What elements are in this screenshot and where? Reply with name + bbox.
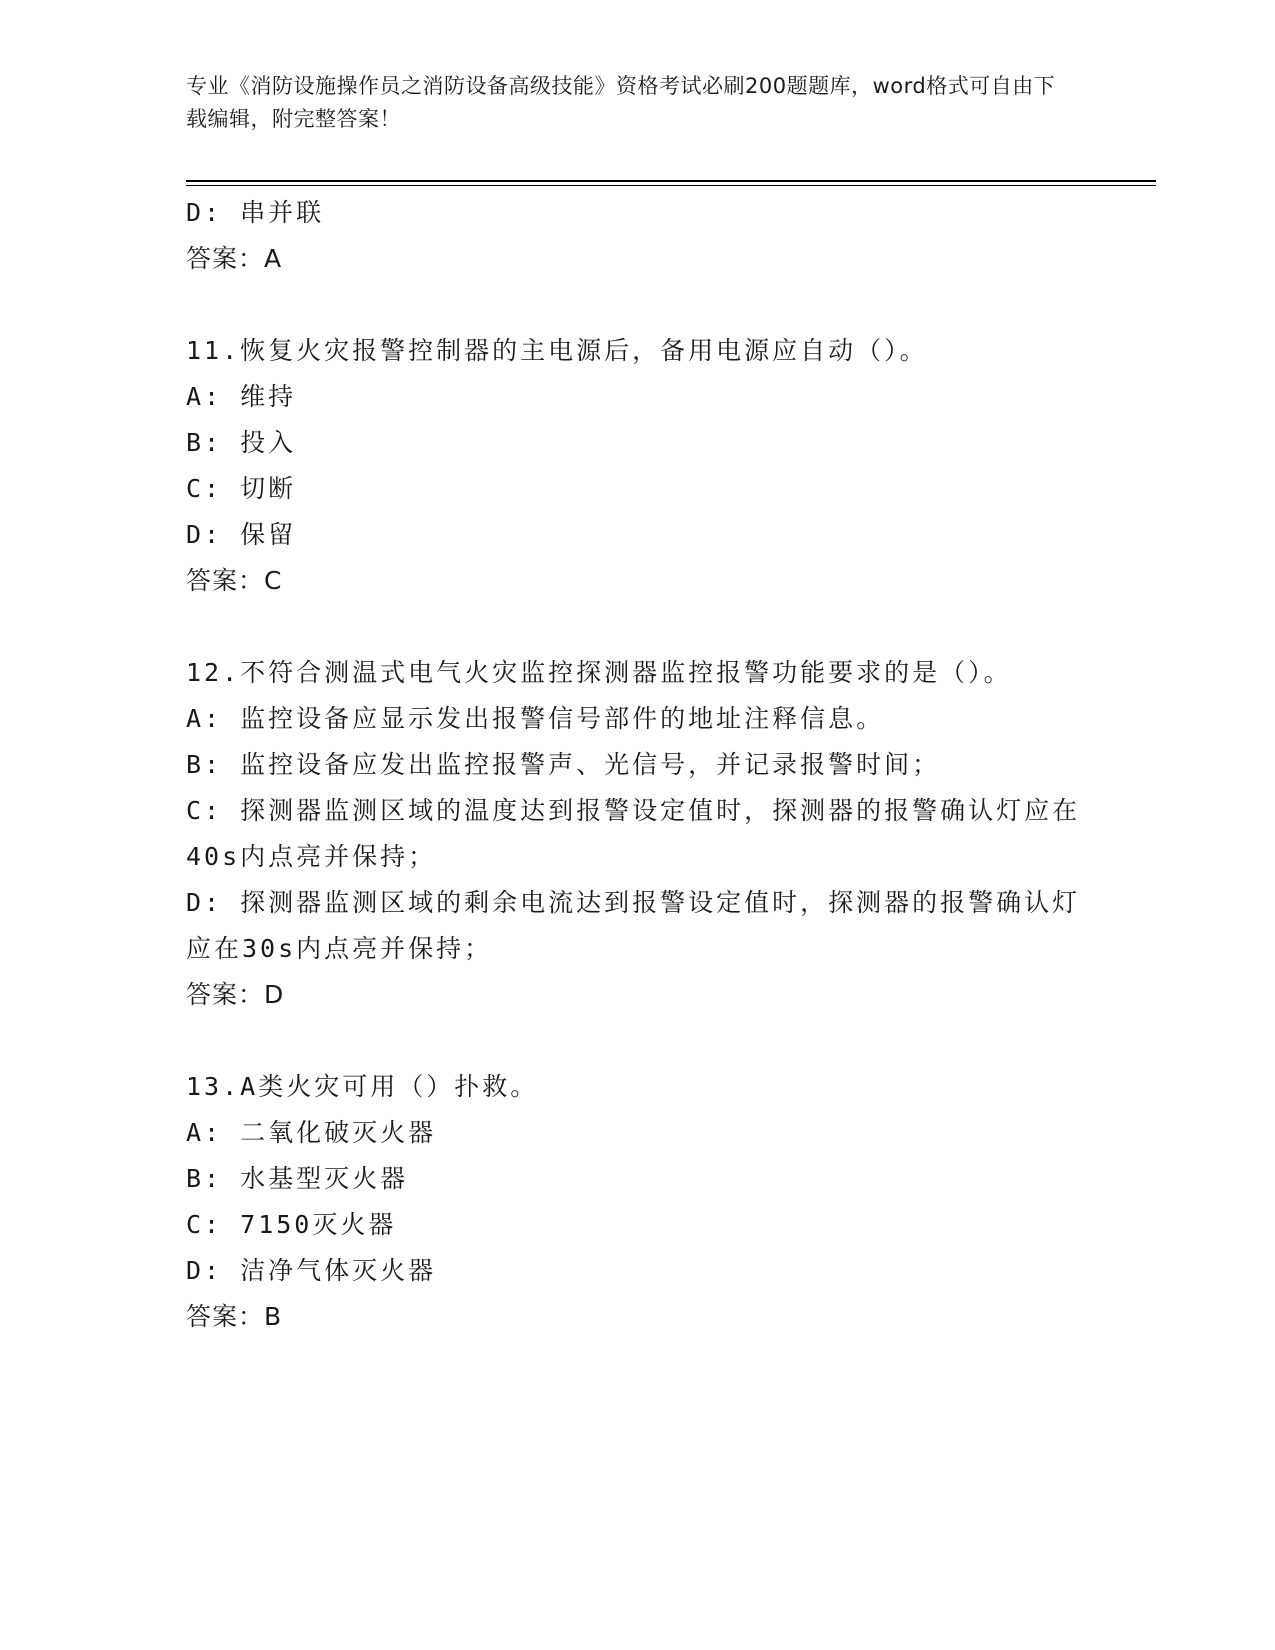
- answer-line: 答案：D: [186, 980, 285, 1009]
- document-body: [186, 190, 1086, 1340]
- option-d: D: 串并联: [186, 198, 325, 227]
- answer-line: 答案：A: [186, 244, 283, 273]
- question-12: [186, 650, 1086, 1018]
- question-stem: 11.恢复火灾报警控制器的主电源后，备用电源应自动（）。: [186, 336, 928, 365]
- option-b: B: 投入: [186, 428, 297, 457]
- option-d: D: 探测器监测区域的剩余电流达到报警设定值时，探测器的报警确认灯应在30s内点亮并保持；: [186, 888, 1081, 963]
- answer-line: 答案：C: [186, 566, 283, 595]
- option-d: D: 保留: [186, 520, 297, 549]
- previous-question-tail: [186, 190, 1086, 282]
- question-13: [186, 1064, 1086, 1340]
- option-a: A: 监控设备应显示发出报警信号部件的地址注释信息。: [186, 704, 885, 733]
- option-b: B: 监控设备应发出监控报警声、光信号，并记录报警时间；: [186, 750, 941, 779]
- option-a: A: 二氧化破灭火器: [186, 1118, 437, 1147]
- document-header: 专业《消防设施操作员之消防设备高级技能》资格考试必刷200题题库，word格式可自由下载编辑，附完整答案！: [186, 74, 1056, 131]
- header-rule-thick: [186, 180, 1156, 182]
- answer-line: 答案：B: [186, 1302, 283, 1331]
- option-d: D: 洁净气体灭火器: [186, 1256, 437, 1285]
- option-b: B: 水基型灭火器: [186, 1164, 409, 1193]
- option-c: C: 探测器监测区域的温度达到报警设定值时，探测器的报警确认灯应在40s内点亮并保持；: [186, 796, 1081, 871]
- question-stem: 13.A类火灾可用（）扑救。: [186, 1072, 539, 1101]
- question-stem: 12.不符合测温式电气火灾监控探测器监控报警功能要求的是（）。: [186, 658, 1012, 687]
- option-c: C: 7150灭火器: [186, 1210, 397, 1239]
- question-11: [186, 328, 1086, 604]
- option-c: C: 切断: [186, 474, 297, 503]
- header-rule-thin: [186, 185, 1156, 186]
- option-a: A: 维持: [186, 382, 297, 411]
